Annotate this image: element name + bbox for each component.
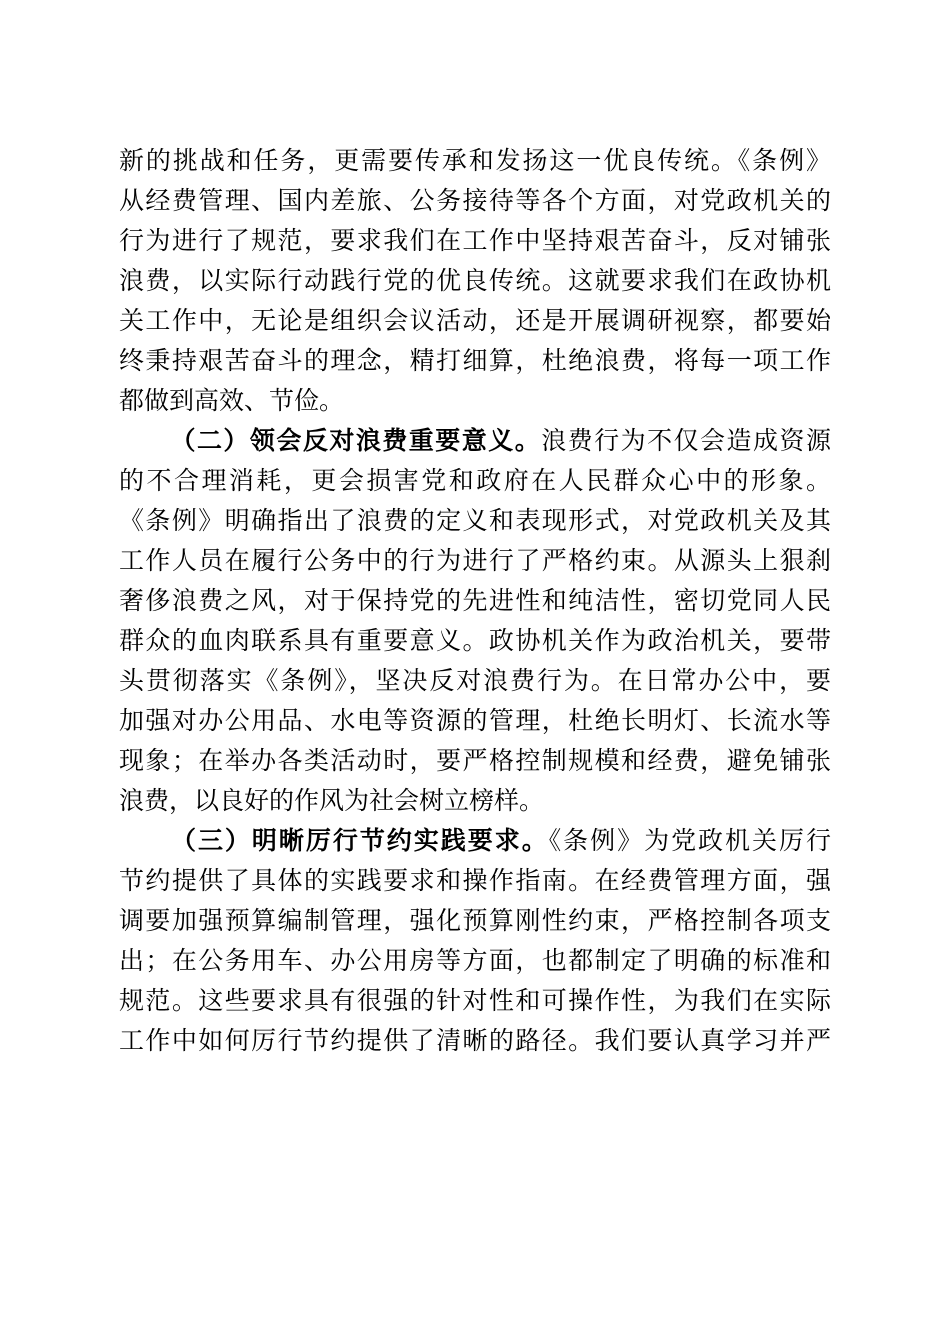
paragraph-2-line-10: 浪费，以良好的作风为社会树立榜样。: [119, 786, 545, 815]
paragraph-3-heading: （三）明晰厉行节约实践要求。: [169, 826, 549, 855]
paragraph-1-line-4: 浪费，以实际行动践行党的优良传统。这就要求我们在政协机: [119, 266, 831, 295]
paragraph-2-line-8: 加强对办公用品、水电等资源的管理，杜绝长明灯、长流水等: [119, 706, 831, 735]
paragraph-3-line-4: 出；在公务用车、办公用房等方面，也都制定了明确的标准和: [119, 946, 831, 975]
paragraph-3-first-line-text: 《条例》为党政机关厉行: [548, 826, 831, 855]
paragraph-3-first-line: [119, 821, 831, 861]
paragraph-2-line-6: 群众的血肉联系具有重要意义。政协机关作为政治机关，要带: [119, 626, 831, 655]
paragraph-2-line-5: 奢侈浪费之风，对于保持党的先进性和纯洁性，密切党同人民: [119, 586, 831, 615]
paragraph-1-line-1: 新的挑战和任务，更需要传承和发扬这一优良传统。《条例》: [119, 146, 831, 175]
paragraph-3-line-6: 工作中如何厉行节约提供了清晰的路径。我们要认真学习并严: [119, 1026, 831, 1055]
paragraph-2-first-line-text: 浪费行为不仅会造成资源: [541, 426, 831, 455]
paragraph-1-line-3: 行为进行了规范，要求我们在工作中坚持艰苦奋斗，反对铺张: [119, 226, 831, 255]
paragraph-1-line-5: 关工作中，无论是组织会议活动，还是开展调研视察，都要始: [119, 306, 831, 335]
paragraph-2-line-4: 工作人员在履行公务中的行为进行了严格约束。从源头上狠刹: [119, 546, 831, 575]
document-body: [119, 141, 831, 1061]
paragraph-2-heading: （二）领会反对浪费重要意义。: [169, 426, 542, 455]
paragraph-2-line-2: 的不合理消耗，更会损害党和政府在人民群众心中的形象。: [119, 466, 831, 495]
paragraph-1-line-7: 都做到高效、节俭。: [119, 386, 345, 415]
paragraph-2-line-7: 头贯彻落实《条例》，坚决反对浪费行为。在日常办公中，要: [119, 666, 831, 695]
paragraph-3-line-2: 节约提供了具体的实践要求和操作指南。在经费管理方面，强: [119, 866, 831, 895]
paragraph-2-first-line: [119, 421, 831, 461]
paragraph-3-line-3: 调要加强预算编制管理，强化预算刚性约束，严格控制各项支: [119, 906, 831, 935]
paragraph-2-line-9: 现象；在举办各类活动时，要严格控制规模和经费，避免铺张: [119, 746, 831, 775]
paragraph-1-line-6: 终秉持艰苦奋斗的理念，精打细算，杜绝浪费，将每一项工作: [119, 346, 831, 375]
paragraph-2-line-3: 《条例》明确指出了浪费的定义和表现形式，对党政机关及其: [119, 506, 831, 535]
paragraph-3-line-5: 规范。这些要求具有很强的针对性和可操作性，为我们在实际: [119, 986, 831, 1015]
paragraph-1-line-2: 从经费管理、国内差旅、公务接待等各个方面，对党政机关的: [119, 186, 831, 215]
